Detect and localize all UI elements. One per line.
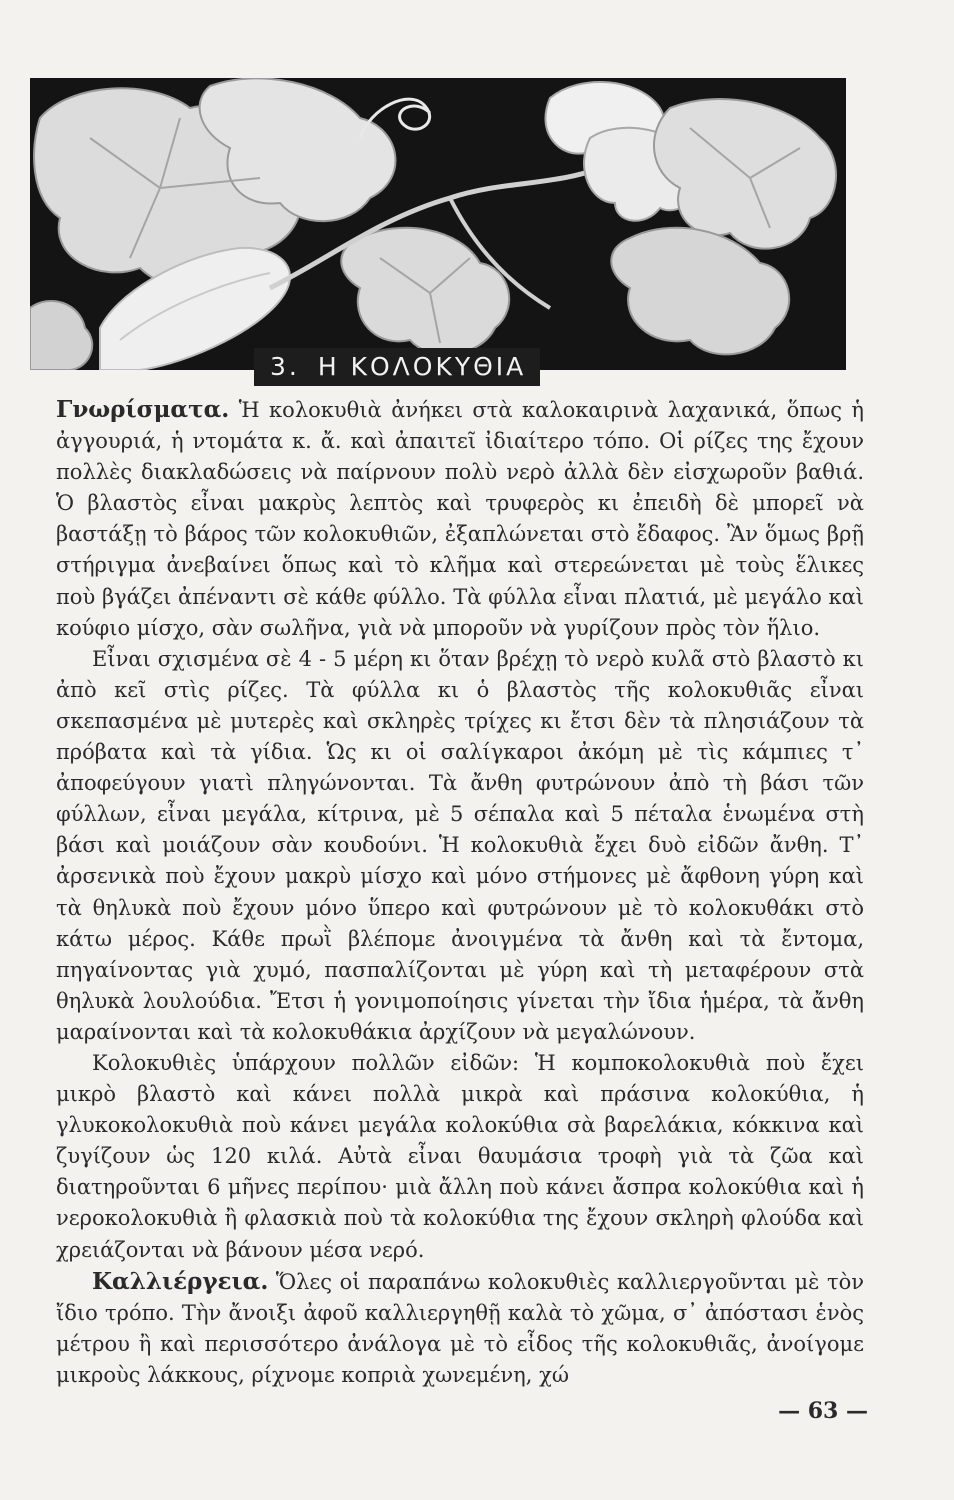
pumpkin-plant-illustration	[30, 78, 846, 370]
intro-text: Ἡ κολοκυθιὰ ἀνήκει στὰ καλοκαιρινὰ λαχανικά, ὅπως ἡ ἀγγουριά, ἡ ντομάτα κ. ἄ. καὶ ἀπαιτεῖ ἰδιαίτερο τόπο. Οἱ ρίζες της ἔχουν πολλὲς διακλαδώσεις νὰ παίρνουν πολὺ νερὸ ἀλλὰ δὲν εἰσχωροῦν βαθιά. Ὁ βλαστὸς εἶναι μακρὺς λεπτὸς καὶ τρυφερὸς κι ἐπειδὴ δὲ μπορεῖ νὰ βαστάξῃ τὸ βάρος τῶν κολοκυθιῶν, ἐξαπλώνεται στὸ ἔδαφος. Ἂν ὅμως βρῇ στήριγμα ἀνεβαίνει ὅπως καὶ τὸ κλῆμα καὶ στερεώνεται μὲ τοὺς ἕλικες ποὺ βγάζει ἀπέναντι σὲ κάθε φύλλο. Τὰ φύλλα εἶναι πλατιά, μὲ μεγάλο καὶ κούφιο μίσχο, σὰν σωλῆνα, γιὰ νὰ μποροῦν νὰ γυρίζουν πρὸς τὸν ἥλιο.	[56, 398, 864, 640]
page-number: — 63 —	[778, 1398, 868, 1424]
chapter-title	[254, 348, 540, 386]
paragraph-varieties: Κολοκυθιὲς ὑπάρχουν πολλῶν εἰδῶν: Ἡ κομποκολοκυθιὰ ποὺ ἔχει μικρὸ βλαστὸ καὶ κάνει πολλὰ μικρὰ καὶ πράσινα κολοκύθια, ἡ γλυκοκολοκυθιὰ ποὺ κάνει μεγάλα κολοκύθια σὰ βαρελάκια, κόκκινα καὶ ζυγίζουν ὡς 120 κιλά. Αὐτὰ εἶναι θαυμάσια τροφὴ γιὰ τὰ ζῶα καὶ διατηροῦνται 6 μῆνες περίπου· μιὰ ἄλλη ποὺ κάνει ἄσπρα κολοκύθια καὶ ἡ νεροκολοκυθιὰ ἢ φλασκιὰ ποὺ τὰ κολοκύθια της ἔχουν σκληρὴ φλούδα καὶ χρειάζονται νὰ βάνουν μέσα νερό.	[56, 1050, 864, 1262]
chapter-title-text: Η ΚΟΛΟΚΥΘΙΑ	[317, 352, 527, 381]
paragraph-intro	[56, 394, 864, 644]
section-heading-cultivation: Καλλιέργεια.	[92, 1267, 269, 1295]
paragraph-cultivation	[56, 1266, 864, 1391]
cultivation-text: Ὅλες οἱ παραπάνω κολοκυθιὲς καλλιεργοῦνται μὲ τὸν ἴδιο τρόπο. Τὴν ἄνοιξι ἀφοῦ καλλιεργηθῇ καλὰ τὸ χῶμα, σ᾿ ἀπόστασι ἑνὸς μέτρου ἢ καὶ περισσότερο ἀνάλογα μὲ τὸ εἶδος τῆς κολοκυθιᾶς, ἀνοίγομε μικροὺς λάκκους, ρίχνομε κοπριὰ χωνεμένη, χώ	[56, 1269, 864, 1387]
section-heading-characteristics: Γνωρίσματα.	[56, 396, 230, 423]
paragraph-leaves-flowers: Εἶναι σχισμένα σὲ 4 - 5 μέρη κι ὅταν βρέχῃ τὸ νερὸ κυλᾶ στὸ βλαστὸ κι ἀπὸ κεῖ στὶς ρίζες. Τὰ φύλλα κι ὁ βλαστὸς τῆς κολοκυθιᾶς εἶναι σκεπασμένα μὲ μυτερὲς καὶ σκληρὲς τρίχες κι ἔτσι δὲν τὰ πλησιάζουν τὰ πρόβατα καὶ τὰ γίδια. Ὡς κι οἱ σαλίγκαροι ἀκόμη μὲ τὶς κάμπιες τ᾿ ἀποφεύγουν γιατὶ πληγώνονται. Τὰ ἄνθη φυτρώνουν ἀπὸ τὴ βάσι τῶν φύλλων, εἶναι μεγάλα, κίτρινα, μὲ 5 σέπαλα καὶ 5 πέταλα ἑνωμένα στὴ βάσι καὶ μοιάζουν σὰν κουδούνι. Ἡ κολοκυθιὰ ἔχει δυὸ εἰδῶν ἄνθη. Τ᾿ ἀρσενικὰ ποὺ ἔχουν μακρὺ μίσχο καὶ μόνο στήμονες μὲ ἄφθονη γύρη καὶ τὰ θηλυκὰ ποὺ ἔχουν μόνο ὕπερο καὶ φυτρώνουν μὲ τὸ κολοκυθάκι στὸ κάτω μέρος. Κάθε πρωῒ βλέπομε ἀνοιγμένα τὰ ἄνθη καὶ τὰ ἔντομα, πηγαίνοντας γιὰ χυμό, πασπαλίζονται μὲ γύρη καὶ τὴ μεταφέρουν στὰ θηλυκὰ λουλούδια. Ἔτσι ἡ γονιμοποίησις γίνεται τὴν ἴδια ἡμέρα, τὰ ἄνθη μαραίνονται καὶ τὰ κολοκυθάκια ἀρχίζουν νὰ μεγαλώνουν.	[56, 646, 864, 1044]
body-text	[56, 394, 864, 1391]
pumpkin-plant-drawing	[30, 78, 846, 370]
chapter-number: 3.	[270, 352, 300, 381]
